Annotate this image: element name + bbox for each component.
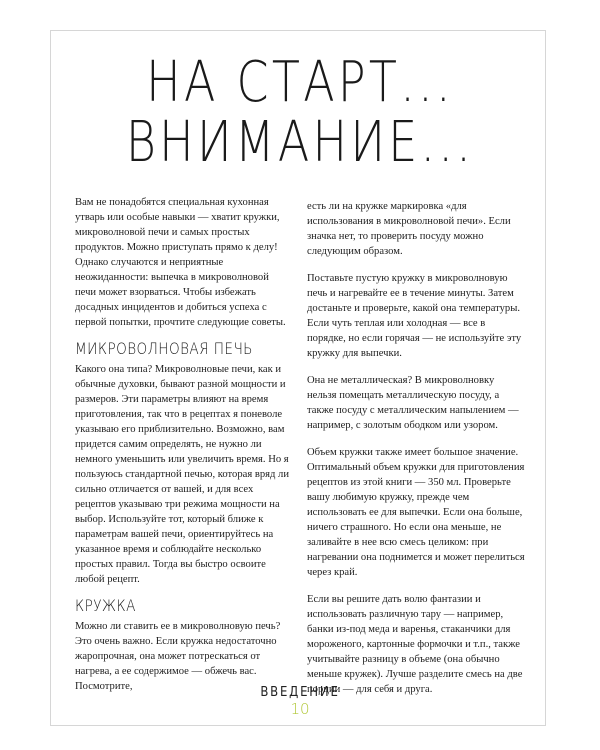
footer-section-name: ВВЕДЕНИЕ — [260, 685, 340, 700]
section-heading-microwave: МИКРОВОЛНОВАЯ ПЕЧЬ — [75, 339, 253, 358]
intro-paragraph: Вам не понадобятся специальная кухонная утварь или особые навыки — хватит кружки, микроволновой печи и самых простых продуктов. Можно приступать прямо к делу! Однако случаются и неприятные неожиданности: выпечка в микроволновой печи может взорваться. Чтобы избежать досадных инцидентов и добиться успеха с первой попытки, прочтите следующие советы. — [75, 197, 286, 328]
page-title-line-1: НА СТАРТ... — [146, 50, 454, 115]
right-paragraph-4: Объем кружки также имеет большое значение. Оптимальный объем кружки для приготовления рецептов из этой книги — 350 мл. Проверьте вашу любимую кружку, прежде чем использовать ее для выпечки. Если она больше, ничего страшного. Но если она меньше, не заливайте в нее всю смесь целиком: при нагревании она поднимется и может перелиться через край. — [307, 447, 525, 578]
section-heading-mug: КРУЖКА — [75, 596, 136, 615]
right-paragraph-5: Если вы решите дать волю фантазии и использовать различную тару — например, банки из-под меда и варенья, стаканчики для мороженого, картонные формочки и т.п., также учитывайте разницу в объеме (она обычно меньше кружек). Лучше разделите смесь на две порции — для себя и друга. — [307, 594, 523, 695]
mug-paragraph: Можно ли ставить ее в микроволновую печь? Это очень важно. Если кружка недостаточно жаропрочная, она может потрескаться от нагрева, а ее содержимое — обжечь вас. Посмотрите, — [75, 621, 281, 692]
right-paragraph-1: есть ли на кружке маркировка «для использования в микроволновой печи». Если значка нет, то проверить посуду можно следующим образом. — [307, 201, 511, 257]
page-footer — [0, 685, 600, 718]
right-column — [307, 199, 525, 709]
right-paragraph-3: Она не металлическая? В микроволновку нельзя помещать металлическую посуду, а также посуду с металлическим напылением — например, с золотым ободком или узором. — [307, 375, 519, 431]
page-number: 10 — [290, 700, 310, 718]
right-paragraph-2: Поставьте пустую кружку в микроволновую печь и нагревайте ее в течение минуты. Затем достаньте и проверьте, какой она температуры. Если чуть теплая или холодная — все в порядке, но если горячая — не используйте эту кружку для выпечки. — [307, 273, 522, 359]
left-column — [75, 195, 290, 705]
page-title-line-2: ВНИМАНИЕ... — [125, 110, 475, 175]
microwave-paragraph: Какого она типа? Микроволновые печи, как и обычные духовки, бывают разной мощности и размеров. Эти параметры влияют на время приготовления, так что в рецептах я поневоле указываю его приблизительно. Возможно, вам придется самим определять, не нужно ли немного уменьшить или увеличить время. Но я пользуюсь стандартной печью, которая вряд ли сильно отличается от вашей, и для всех рецептов указываю три режима мощности на выбор. Используйте тот, который ближе к параметрам вашей печи, ориентируйтесь на указанное время и соблюдайте несколько простых правил. Тогда вы быстро освоите любой рецепт. — [75, 364, 290, 585]
